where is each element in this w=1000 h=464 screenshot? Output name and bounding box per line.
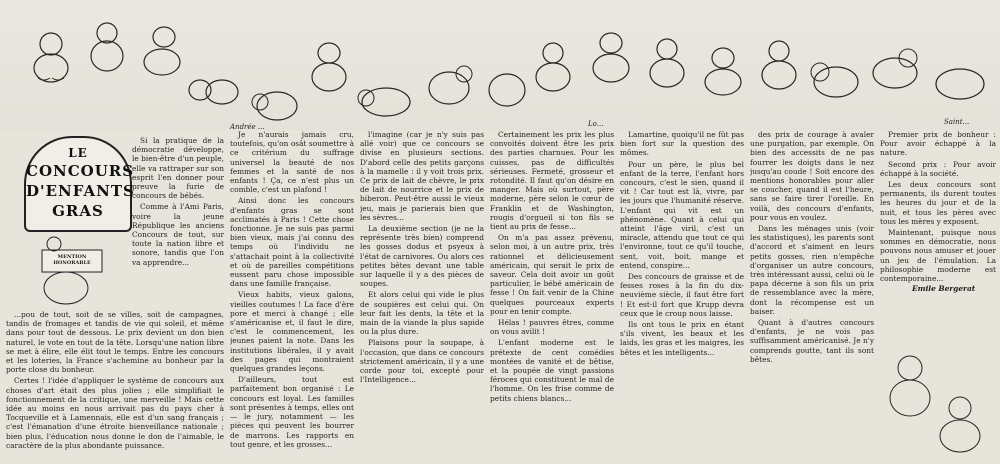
paragraph: La deuxième section (je ne la représente très bien) comprend les gosses dodus et psyeux à l'état de carnivores. Ou alors ces petites bêtes devant une table sur laquelle il y a des pièces de soupes. bbox=[360, 224, 484, 289]
paragraph: Des concours de graisse et de fesses roses à la fin du dix-neuvième siècle, il faut être fort ! Et est-il fort que Krupp devra ceux que le croup nous laisse. bbox=[620, 272, 744, 318]
baby-drawing bbox=[588, 30, 634, 84]
baby-drawing bbox=[700, 44, 746, 98]
paragraph: Certainement les prix les plus convoités doivent être les prix des parties charnues. Pour les cuisses, pas de difficultés sérieuses. Fermeté, grosseur et rotondité. Il faut qu'on désire en manger. Mais où surtout, père moderne, père selon le cœur de Franklin et de Washington, rougis d'orgueil si ton fils se tient au prix de fesse... bbox=[490, 130, 614, 232]
baby-drawing bbox=[84, 20, 130, 74]
mention-honorable-sign: MENTION HONORABLE bbox=[53, 254, 91, 266]
paragraph: On m'a pas assez prévenu, selon moi, à un autre prix, très rationnel et délicieusement américain, qui serait le prix de saveur. Cela doit avoir un goût particulier, le bébé américain de fesse ! On fait venir de la Chine quelques pourceaux experts pour en tenir compte. bbox=[490, 233, 614, 316]
baby-drawing bbox=[530, 40, 576, 94]
title-line: D'ENFANTS bbox=[26, 182, 135, 200]
baby-drawing bbox=[356, 70, 416, 124]
baby-drawing bbox=[140, 24, 186, 78]
baby-holding-sign-drawing bbox=[40, 236, 112, 306]
paragraph: Hélas ! pauvres êtres, comme on vous avilit ! bbox=[490, 318, 614, 337]
paragraph: Maintenant, puisque nous sommes en démocratie, nous pouvons nous amuser et jouer un jeu de l'émulation. La philosophie moderne est contemporaine... bbox=[880, 228, 996, 284]
title-line: GRAS bbox=[52, 202, 104, 220]
paragraph: Plaisons pour la soupape, à l'occasion, que dans ce concours strictement américain, il y a une corde pour toi, excepté pour l'Intelligence... bbox=[360, 338, 484, 385]
text-column bbox=[620, 130, 744, 464]
paragraph: Les deux concours sont permanents, ils durent toutes les heures du jour et de la nuit, et tous les pères avec tous les mères y exposent. bbox=[880, 180, 996, 226]
babies-group-drawing bbox=[880, 338, 996, 464]
text-column bbox=[360, 130, 484, 464]
text-column bbox=[132, 136, 224, 286]
illustrator-signature: Saint... bbox=[944, 118, 970, 126]
paragraph: Ainsi donc les concours d'enfants gras se sont acclimatés à Paris ! Cette chose fonctionne. Je ne suis pas parmi bien vieux, mais j'ai connu des temps où l'individu ne s'attachait point à la collectivité et où de pareilles compétitions eussent paru chose impossible dans une famille française. bbox=[230, 196, 354, 289]
author-signature: Emile Bergerat bbox=[912, 284, 976, 293]
article-title-cartouche bbox=[24, 136, 135, 232]
paragraph: Premier prix de bonheur : Pour avoir échappé à la nature. bbox=[880, 130, 996, 158]
paragraph: l'imagine (car je n'y suis pas allé voir) que ce concours se divise en plusieurs sections. D'abord celle des petits garçons à la mamelle : il y voit trois prix. Ce prix de lait de chèvre, le prix de lait de nourrice et le prix de biberon. Peut-être aussi le vieux jeu, mais je parierais bien que les sèvres... bbox=[360, 130, 484, 222]
text-column bbox=[490, 130, 614, 464]
paragraph: Si la pratique de la démocratie développe, le bien-être d'un peuple, elle va rattraper sur son esprit l'en donner pour preuve la furie de concours de bébés. bbox=[132, 136, 224, 201]
paragraph: Dans les ménages unis (voir les statistiques), les parents sont d'accord et s'aiment en leurs petits gosses, rien n'empêche d'organiser un autre concours, très intéressant aussi, celui où le papa décerne à son fils un prix de ressemblance avec la mère, dont la récompense est un baiser. bbox=[750, 224, 874, 316]
baby-drawing bbox=[186, 60, 240, 114]
baby-drawing bbox=[644, 36, 690, 90]
paragraph: Quant à d'autres concours d'enfants, je ne vois pas suffisamment américanisé. Je n'y comprends goutte, tant ils sont bêtes. bbox=[750, 318, 874, 364]
paragraph: Et alors celui qui vide le plus de soupières est celui qui. On leur fait les dents, la tête et la main de la viande la plus sapide ou la plus dure. bbox=[360, 290, 484, 337]
paragraph: Ils ont tous le prix en étant s'ils vivent, les beaux et les laids, les gras et les maigres, les bêtes et les intelligents... bbox=[620, 320, 744, 357]
paragraph: ...pou de tout, soit de se villes, soit de campagnes, tandis de fromages et tandis de vie qui soleil, et même dans pour tout de dessous. Le prix devient un don bien naturel, le vote en tout de la tête. Lorsqu'une nation libre se met à élire, elle élit tout le temps. Entre les concours et les loteries, la France s'achemine au bonheur par la porte close du bonheur. bbox=[6, 310, 224, 375]
paragraph: D'ailleurs, tout est parfaitement bon organisé : Le concours est loyal. Les familles sont présentes à temps, elles ont — le jury, notamment — les pièces qui peuvent les bourrer de marrons. Les rapports en tout genre, et les grosses... bbox=[230, 375, 354, 449]
text-column bbox=[880, 130, 996, 330]
baby-drawing bbox=[808, 50, 862, 104]
baby-drawing bbox=[424, 56, 474, 110]
baby-drawing bbox=[868, 40, 922, 94]
illustrator-signature: Lo... bbox=[588, 120, 604, 128]
text-column bbox=[230, 130, 354, 464]
text-column bbox=[750, 130, 874, 464]
baby-drawing bbox=[28, 30, 74, 84]
paragraph: Vieux habits, vieux galons, vieilles coutumes ! La face d'ère pore et merci à changé ; elle s'américanise et, il faut le dire, c'est le commencement, les jeunes paient la note. Dans les institutions libérales, il y avait des pages qui montraient quelques grandes leçons. bbox=[230, 290, 354, 374]
paragraph: Certes ! l'idée d'appliquer le système de concours aux choses d'art était des plus jolies ; elle simplifiait le fonctionnement de la critique, une merveille ! Mais cette idée au moins en nous arrivait pas du pays cher à Tocqueville et à Lamennais, elle est d'un sang français ; c'est l'émanation d'une étroite bienveillance nationale ; bien plus, l'éducation nous donne le don de l'aimable, le caractère de la plus abondante puissance. bbox=[6, 376, 224, 450]
paragraph: L'enfant moderne est le prétexte de cent comédies montées de vanité et de bêtise, et la poupée de vingt passions féroces qui constituent le mal de l'homme. On les frise comme de petits chiens blancs... bbox=[490, 338, 614, 403]
paragraph: Comme à l'Ami Paris, voire la jeune République les anciens Concours de tout, sur toute la nation libre et sonore, tandis que l'on va apprendre... bbox=[132, 202, 224, 267]
baby-drawing bbox=[930, 52, 990, 106]
text-column bbox=[6, 310, 224, 464]
paragraph: des prix de courage à avaler une purgation, par exemple. On bien des accessits de ne pas fourrer les doigts dans le nez jusqu'au coude ! Soit encore des mentions honorables pour aller se coucher, quand il est l'heure, sans se faire tirer l'oreille. En voilà, des concours d'enfants, pour vous en voulez. bbox=[750, 130, 874, 222]
baby-drawing bbox=[306, 40, 352, 94]
paragraph: Pour un père, le plus bel enfant de la terre, l'enfant hors concours, c'est le sien, quand il vit ! Car tout est là, vivre, par les jours que l'humanité réserve. L'enfant qui vit est un phénomène. Quant à celui qui atteint l'âge viril, c'est un miracle, attendu que tout ce qui l'environne, tout ce qu'il touche, sent, voit, boit, mange et entend, conspire... bbox=[620, 159, 744, 270]
paragraph: Second prix : Pour avoir échappé à la société. bbox=[880, 159, 996, 178]
title-line: CONCOURS bbox=[26, 162, 135, 180]
baby-drawing bbox=[250, 76, 304, 130]
illustrator-signature: Andrée ... bbox=[230, 123, 265, 131]
paragraph: Lamartine, quoiqu'il ne fût pas bien fort sur la question des mômes. bbox=[620, 130, 744, 158]
baby-drawing bbox=[756, 38, 802, 92]
paragraph: Je n'aurais jamais cru, toutefois, qu'on osât soumettre à ce critérium du suffrage universel la beauté de nos femmes et la santé de nos enfants ! Ça, ce n'est plus un comble, c'est un plafond ! bbox=[230, 130, 354, 195]
title-line: LE bbox=[68, 146, 88, 160]
baby-drawing bbox=[484, 60, 530, 114]
